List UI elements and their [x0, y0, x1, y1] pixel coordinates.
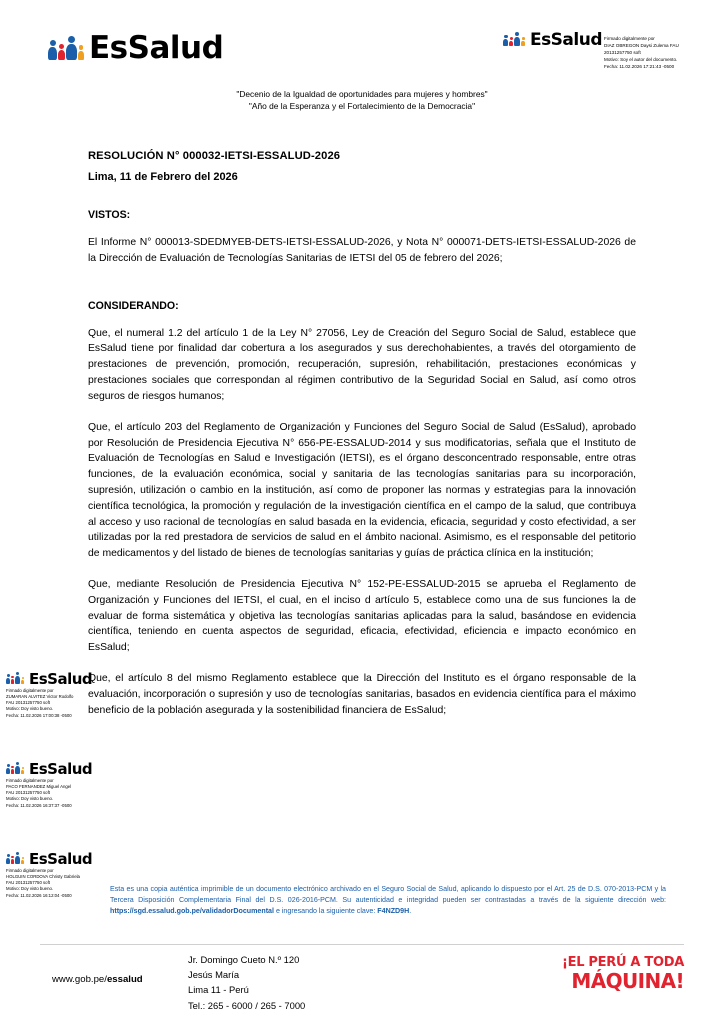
- authenticity-text-3: .: [409, 906, 412, 915]
- signature-line-4: Motivo: Soy el autor del documento.: [604, 56, 678, 62]
- signature-line-2: DIAZ OBREGON Daysi Zulema FAU: [604, 42, 679, 48]
- authenticity-text-2: e ingresando la siguiente clave:: [273, 906, 378, 915]
- margin-signature-1: [6, 672, 102, 719]
- considerando-paragraph-3: Que, mediante Resolución de Presidencia Ejecutiva N° 152-PE-ESSALUD-2015 se aprueba el Reglamento de Organización y Funciones del IETSI, el cual, en el inciso d artículo 5, establece como una de sus funciones la de evaluar de forma sistemática y objetiva las tecnologías sanitarias aplicadas para la salud, basándose en evidencia científica, teniendo en cuenta aspectos de seguridad, eficacia, efectividad, eficiencia e impacto económico en EsSalud;: [88, 579, 636, 654]
- footer-address: [188, 952, 305, 1013]
- family-figures-icon-margin-2: [6, 762, 25, 774]
- document-header: [0, 18, 724, 88]
- margin-sig-2-line-2: PACO FERNANDEZ Miguel Angel: [6, 784, 72, 789]
- margin-signature-text-3: [6, 868, 102, 899]
- footer-divider: [40, 944, 684, 945]
- document-motto: [0, 88, 724, 112]
- footer-website-prefix: www.gob.pe/: [52, 974, 107, 985]
- vistos-paragraph: El Informe N° 000013-SDEDMYEB-DETS-IETSI-ESSALUD-2026, y Nota N° 000071-DETS-IETSI-ESSALUD-2026 de la Dirección de Evaluación de Tecnologías Sanitarias de IETSI del 05 de febrero del 2026;: [88, 237, 636, 264]
- margin-sig-3-line-1: Firmado digitalmente por: [6, 867, 54, 873]
- signature-line-1: Firmado digitalmente por: [604, 36, 655, 41]
- essalud-wordmark-small: EsSalud: [529, 30, 602, 51]
- resolution-title: RESOLUCIÓN N° 000032-IETSI-ESSALUD-2026: [88, 150, 341, 162]
- signature-line-3: 20131257750 soft: [604, 49, 641, 55]
- footer-slogan-line-2: MÁQUINA!: [571, 969, 684, 993]
- considerando-heading: CONSIDERANDO:: [88, 299, 179, 312]
- margin-signature-text-1: [6, 688, 102, 719]
- essalud-logo-margin-2: [6, 762, 102, 777]
- motto-line-2: "Año de la Esperanza y el Fortalecimiento de la Democracia": [248, 101, 476, 112]
- validator-url[interactable]: https://sgd.essalud.gob.pe/validadorDocumental: [110, 906, 274, 915]
- margin-sig-1-line-5: Fecha: 11.02.2026 17:00:38 -0500: [6, 712, 72, 718]
- considerando-paragraph-1: Que, el numeral 1.2 del artículo 1 de la Ley N° 27056, Ley de Creación del Seguro Social de Salud, establece que EsSalud tiene por finalidad dar cobertura a los asegurados y sus derechohabientes, a través del otorgamiento de prestaciones de prevención, promoción, recuperación, supresión, rehabilitación, prestaciones económicas y prestaciones sociales que correspondan al régimen contributivo de la Seguridad Social en Salud, así como otros seguros de riesgos humanos;: [88, 327, 636, 402]
- authenticity-notice: [110, 884, 666, 917]
- margin-sig-2-line-3: FAU 20131257750 soft: [6, 790, 50, 796]
- vistos-heading: VISTOS:: [88, 209, 131, 221]
- family-figures-icon-small: [503, 32, 526, 46]
- essalud-wordmark-margin-1: EsSalud: [28, 670, 93, 689]
- margin-sig-3-line-3: FAU 20131257750 soft: [6, 880, 50, 886]
- family-figures-icon-margin-3: [6, 852, 25, 864]
- footer-website-suffix: essalud: [106, 974, 143, 985]
- essalud-logo-margin-1: [6, 672, 102, 687]
- footer-address-line-1: Jr. Domingo Cueto N.º 120: [188, 954, 300, 965]
- margin-sig-2-line-5: Fecha: 11.02.2026 16:37:37 -0500: [6, 802, 72, 808]
- document-body: [88, 150, 636, 734]
- signature-line-5: Fecha: 11.02.2026 17:21:43 -0500: [604, 63, 675, 69]
- margin-sig-3-line-4: Motivo: Doy visto bueno.: [6, 886, 54, 892]
- margin-sig-1-line-3: FAU 20131257750 soft: [6, 700, 50, 706]
- considerando-paragraph-2: Que, el artículo 203 del Reglamento de Organización y Funciones del Seguro Social de Salud (EsSalud), aprobado por Resolución de Presidencia Ejecutiva N° 656-PE-ESSALUD-2014 y sus modificatorias, señala que el Instituto de Evaluación de Tecnologías en Salud e Investigación (IETSI), es el órgano desconcentrado responsable, entre otras funciones, de la evaluación económica, social y sanitaria de las tecnologías sanitarias para su incorporación, supresión, utilización o cambio en la institución, así como de proponer las normas y estrategias para la innovación científica tecnológica, la promoción y regulación de la investigación científica en el campo de la salud, que contribuya al acceso y uso racional de tecnologías en salud basada en la evidencia, eficacia, seguridad y costo efectividad, a ser utilizadas por la red prestadora de servicios de salud en el ámbito nacional. Asimismo, es el responsable del petitorio de medicamentos y del listado de bienes de tecnologías sanitarias y guías de práctica clínica en la institución;: [88, 421, 636, 560]
- margin-sig-1-line-4: Motivo: Doy visto bueno.: [6, 706, 54, 712]
- margin-sig-2-line-1: Firmado digitalmente por: [6, 777, 54, 783]
- motto-line-1: "Decenio de la Igualdad de oportunidades para mujeres y hombres": [236, 89, 488, 99]
- margin-signature-2: [6, 762, 102, 809]
- authenticity-text-1: Esta es una copia auténtica imprimible de un documento electrónico archivado en el Seguro Social de Salud, aplicando lo dispuesto por el Art. 25 de D.S. 070-2013-PCM y la Tercera Disposición Complementaria Final del D.S. 026-2016-PCM. Su autenticidad e integridad pueden ser contrastadas a través de la siguiente dirección web:: [110, 885, 666, 904]
- margin-sig-1-line-1: Firmado digitalmente por: [6, 687, 54, 693]
- digital-signature-header: [604, 36, 716, 70]
- essalud-wordmark-margin-3: EsSalud: [28, 850, 93, 869]
- margin-sig-3-line-5: Fecha: 11.02.2026 16:12:04 -0500: [6, 892, 72, 898]
- authenticity-key: F4NZD9H: [377, 906, 410, 915]
- footer-address-line-2: Jesús María: [188, 969, 240, 981]
- margin-sig-1-line-2: ZUMARAN ALVITEZ Victor Rodolfo: [6, 694, 74, 699]
- footer-address-line-4: Tel.: 265 - 6000 / 265 - 7000: [188, 999, 306, 1011]
- essalud-wordmark-margin-2: EsSalud: [28, 760, 93, 779]
- footer-slogan: [562, 956, 684, 991]
- family-figures-icon: [48, 36, 85, 60]
- considerando-paragraph-4: Que, el artículo 8 del mismo Reglamento establece que la Dirección del Instituto es el órgano responsable de la evaluación, incorporación o supresión y uso de tecnologías sanitarias, basados en evidencia científica para el máximo beneficio de la población asegurada y la sostenibilidad financiera de EsSalud;: [88, 673, 636, 716]
- footer-address-line-3: Lima 11 - Perú: [188, 984, 249, 996]
- family-figures-icon-margin-1: [6, 672, 25, 684]
- essalud-logo-secondary: [503, 32, 602, 49]
- essalud-logo-margin-3: [6, 852, 102, 867]
- footer-website[interactable]: [52, 974, 143, 985]
- document-footer: [0, 944, 724, 1024]
- footer-slogan-line-1: ¡EL PERÚ A TODA: [562, 955, 684, 970]
- essalud-wordmark: EsSalud: [89, 30, 224, 66]
- margin-signature-3: [6, 852, 102, 899]
- margin-signature-text-2: [6, 778, 102, 809]
- essalud-logo: [48, 30, 224, 66]
- resolution-date: Lima, 11 de Febrero del 2026: [88, 171, 238, 183]
- margin-sig-3-line-2: HOLGUIN CORDOVA Christy Gabriela: [6, 874, 80, 879]
- margin-sig-2-line-4: Motivo: Doy visto bueno.: [6, 796, 54, 802]
